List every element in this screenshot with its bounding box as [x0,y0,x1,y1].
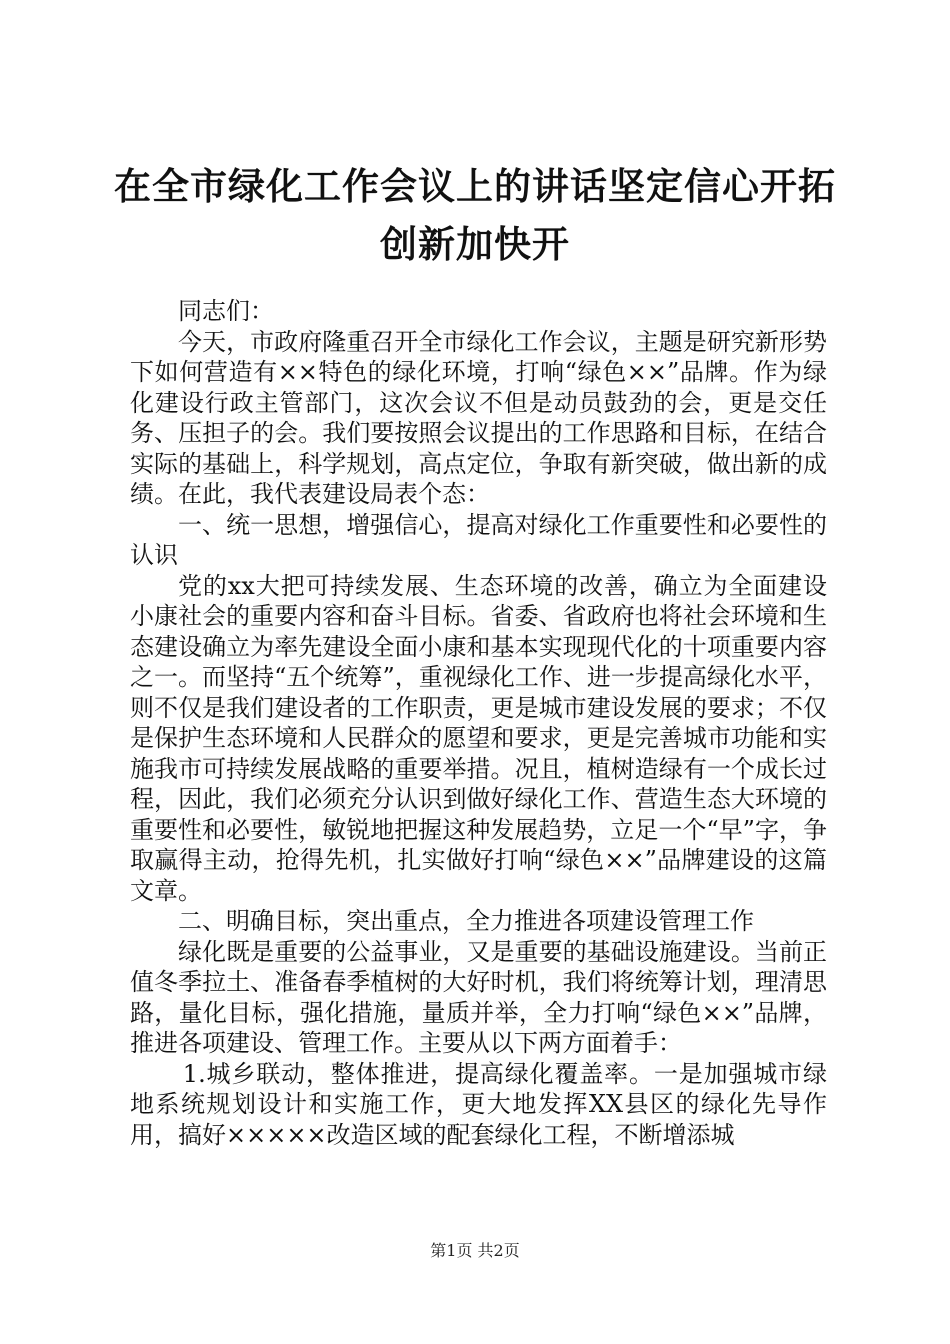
document-body [130,296,827,1150]
intro-paragraph: 今天，市政府隆重召开全市绿化工作会议，主题是研究新形势下如何营造有××特色的绿化环境，打响“绿色××”品牌。作为绿化建设行政主管部门，这次会议不但是动员鼓劲的会，更是交任务、压担子的会。我们要按照会议提出的工作思路和目标，在结合实际的基础上，科学规划，高点定位，争取有新突破，做出新的成绩。在此，我代表建设局表个态： [130,327,827,508]
section-heading-2: 二、明确目标，突出重点，全力推进各项建设管理工作 [178,907,754,935]
body-paragraph-1: 党的xx大把可持续发展、生态环境的改善，确立为全面建设小康社会的重要内容和奋斗目标。省委、省政府也将社会环境和生态建设确立为率先建设全面小康和基本实现现代化的十项重要内容之一。而坚持“五个统筹”，重视绿化工作、进一步提高绿化水平，则不仅是我们建设者的工作职责，更是城市建设发展的要求；不仅是保护生态环境和人民群众的愿望和要求，更是完善城市功能和实施我市可持续发展战略的重要举措。况且，植树造绿有一个成长过程，因此，我们必须充分认识到做好绿化工作、营造生态大环境的重要性和必要性，敏锐地把握这种发展趋势，立足一个“早”字，争取赢得主动，抢得先机，扎实做好打响“绿色××”品牌建设的这篇文章。 [130,571,827,905]
page-footer: 第1页 共2页 [430,1241,520,1260]
body-paragraph-2: 绿化既是重要的公益事业，又是重要的基础设施建设。当前正值冬季拉土、准备春季植树的大好时机，我们将统筹计划，理清思路，量化目标，强化措施，量质并举，全力打响“绿色××”品牌，推进各项建设、管理工作。主要从以下两方面着手： [130,937,827,1057]
numbered-paragraph-1: 1.城乡联动，整体推进，提高绿化覆盖率。一是加强城市绿地系统规划设计和实施工作，更大地发挥XX县区的绿化先导作用，搞好×××××改造区域的配套绿化工程，不断增添城 [130,1059,827,1149]
section-heading-1: 一、统一思想，增强信心，提高对绿化工作重要性和必要性的认识 [130,510,827,569]
document-title: 在全市绿化工作会议上的讲话坚定信心开拓创新加快开 [114,165,836,266]
salutation-paragraph: 同志们： [178,297,274,325]
